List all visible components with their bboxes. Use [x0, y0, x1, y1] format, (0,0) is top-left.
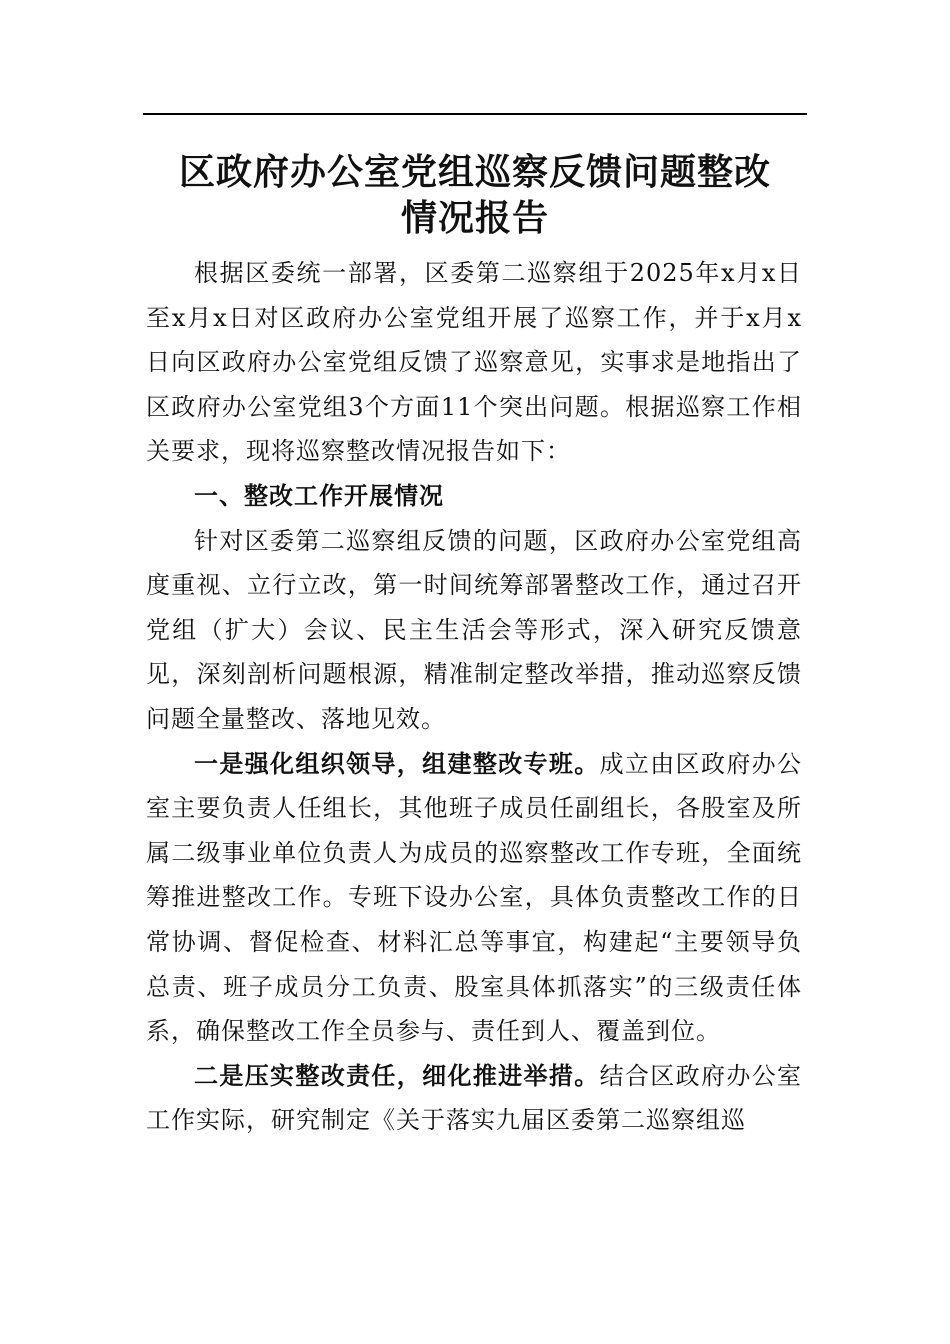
point-1-paragraph — [146, 742, 802, 1054]
intro-paragraph: 根据区委统一部署，区委第二巡察组于2025年x月x日至x月x日对区政府办公室党组开展了巡察工作，并于x月x日向区政府办公室党组反馈了巡察意见，实事求是地指出了区政府办公室党组3个方面11个突出问题。根据巡察工作相关要求，现将巡察整改情况报告如下： — [146, 259, 802, 466]
point-2-text: 结合区政府办公室工作实际，研究制定《关于落实九届区委第二巡察组巡 — [146, 1061, 803, 1135]
document-title — [143, 150, 807, 242]
point-1-lead: 一是强化组织领导，组建整改专班。 — [194, 748, 600, 778]
title-line-1: 区政府办公室党组巡察反馈问题整改 — [178, 152, 771, 193]
document-body — [146, 251, 802, 1143]
title-line-2: 情况报告 — [400, 198, 549, 239]
point-2-lead: 二是压实整改责任，细化推进举措。 — [194, 1060, 600, 1090]
point-2-paragraph — [146, 1054, 802, 1143]
section1-paragraph: 针对区委第二巡察组反馈的问题，区政府办公室党组高度重视、立行立改，第一时间统筹部署整改工作，通过召开党组（扩大）会议、民主生活会等形式，深入研究反馈意见，深刻剖析问题根源，精准制定整改举措，推动巡察反馈问题全量整改、落地见效。 — [146, 526, 802, 733]
section-heading-1: 一、整改工作开展情况 — [194, 481, 444, 510]
point-1-text: 成立由区政府办公室主要负责人任组长，其他班子成员任副组长，各股室及所属二级事业单位负责人为成员的巡察整改工作专班，全面统筹推进整改工作。专班下设办公室，具体负责整改工作的日常协调、督促检查、材料汇总等事宜，构建起“主要领导负总责、班子成员分工负责、股室具体抓落实”的三级责任体系，确保整改工作全员参与、责任到人、覆盖到位。 — [146, 749, 803, 1046]
header-rule — [143, 113, 807, 115]
